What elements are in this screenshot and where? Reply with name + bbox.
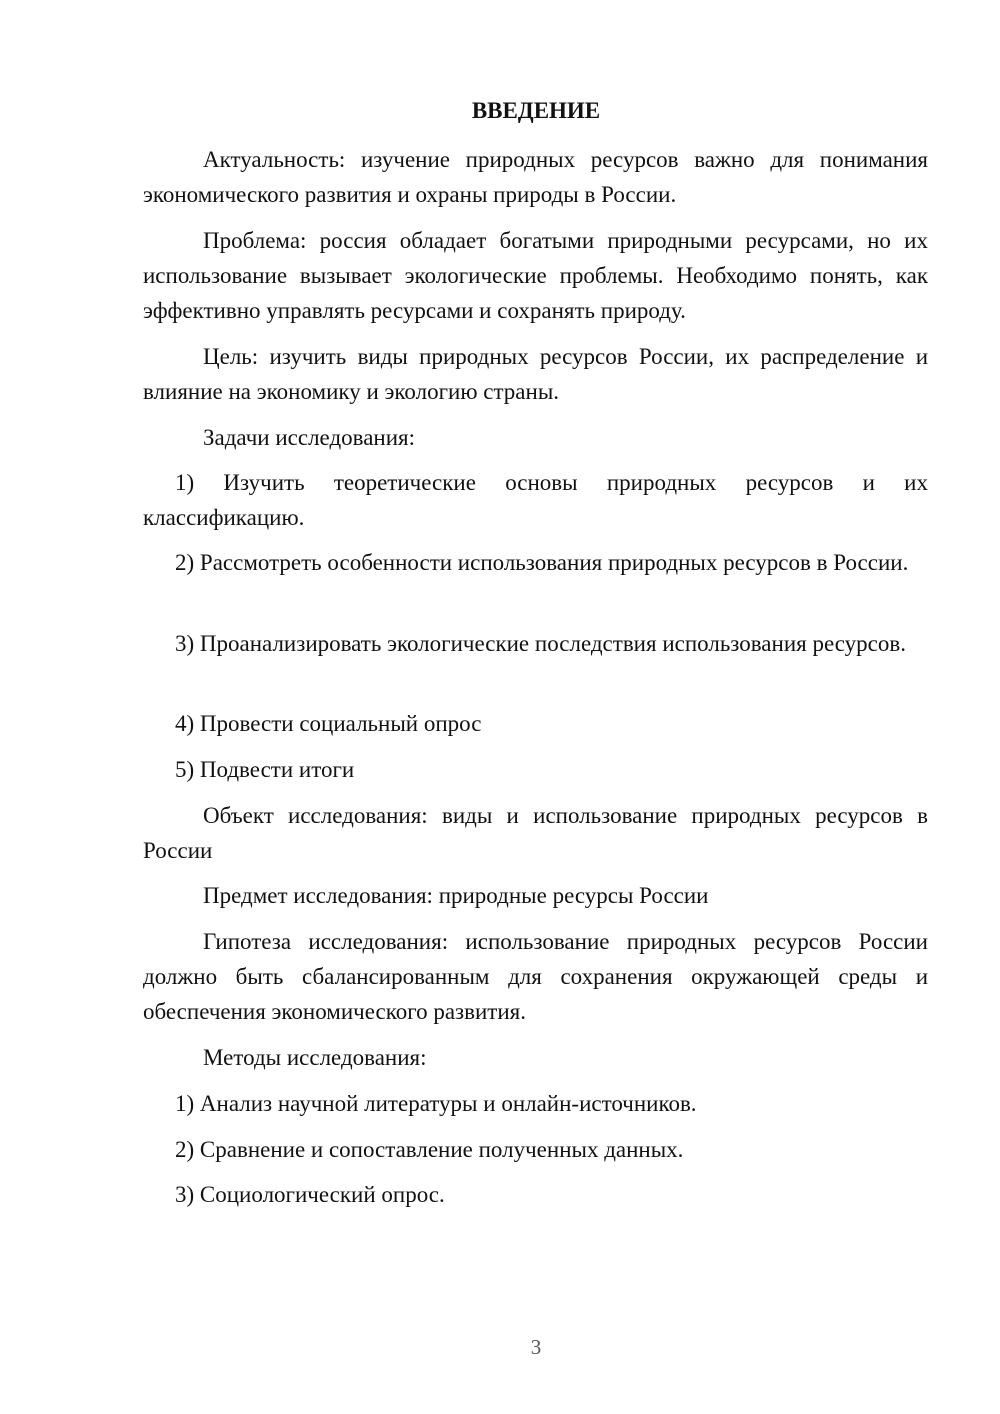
list-item-method-1: 1) Анализ научной литературы и онлайн-источников. — [175, 1091, 697, 1116]
paragraph-tasks-heading: Задачи исследования: — [203, 425, 416, 450]
paragraph-subject: Предмет исследования: природные ресурсы России — [203, 883, 709, 908]
paragraph-relevance: Актуальность: изучение природных ресурсов важно для понимания экономического развития и охраны природы в России. — [143, 147, 928, 207]
list-item-method-3: 3) Социологический опрос. — [175, 1182, 445, 1207]
paragraph-methods-heading: Методы исследования: — [203, 1045, 427, 1070]
list-item-task-2: 2) Рассмотреть особенности использования природных ресурсов в России. — [175, 550, 909, 575]
paragraph-problem: Проблема: россия обладает богатыми природными ресурсами, но их использование вызывает экологические проблемы. Необходимо понять, как эффективно управлять ресурсами и сохранять природу. — [143, 228, 928, 323]
list-item-method-2: 2) Сравнение и сопоставление полученных данных. — [175, 1137, 684, 1162]
list-item-task-4: 4) Провести социальный опрос — [175, 711, 482, 736]
paragraph-object: Объект исследования: виды и использование природных ресурсов в России — [143, 803, 928, 863]
list-item-task-1: 1) Изучить теоретические основы природных ресурсов и их классификацию. — [143, 470, 928, 530]
list-item-task-5: 5) Подвести итоги — [175, 757, 355, 782]
page-number: 3 — [530, 1335, 542, 1359]
list-item-task-3: 3) Проанализировать экологические последствия использования ресурсов. — [175, 631, 906, 656]
paragraph-goal: Цель: изучить виды природных ресурсов России, их распределение и влияние на экономику и экологию страны. — [143, 344, 928, 404]
paragraph-hypothesis: Гипотеза исследования: использование природных ресурсов России должно быть сбалансированным для сохранения окружающей среды и обеспечения экономического развития. — [143, 929, 928, 1024]
document-title: ВВЕДЕНИЕ — [471, 98, 601, 123]
